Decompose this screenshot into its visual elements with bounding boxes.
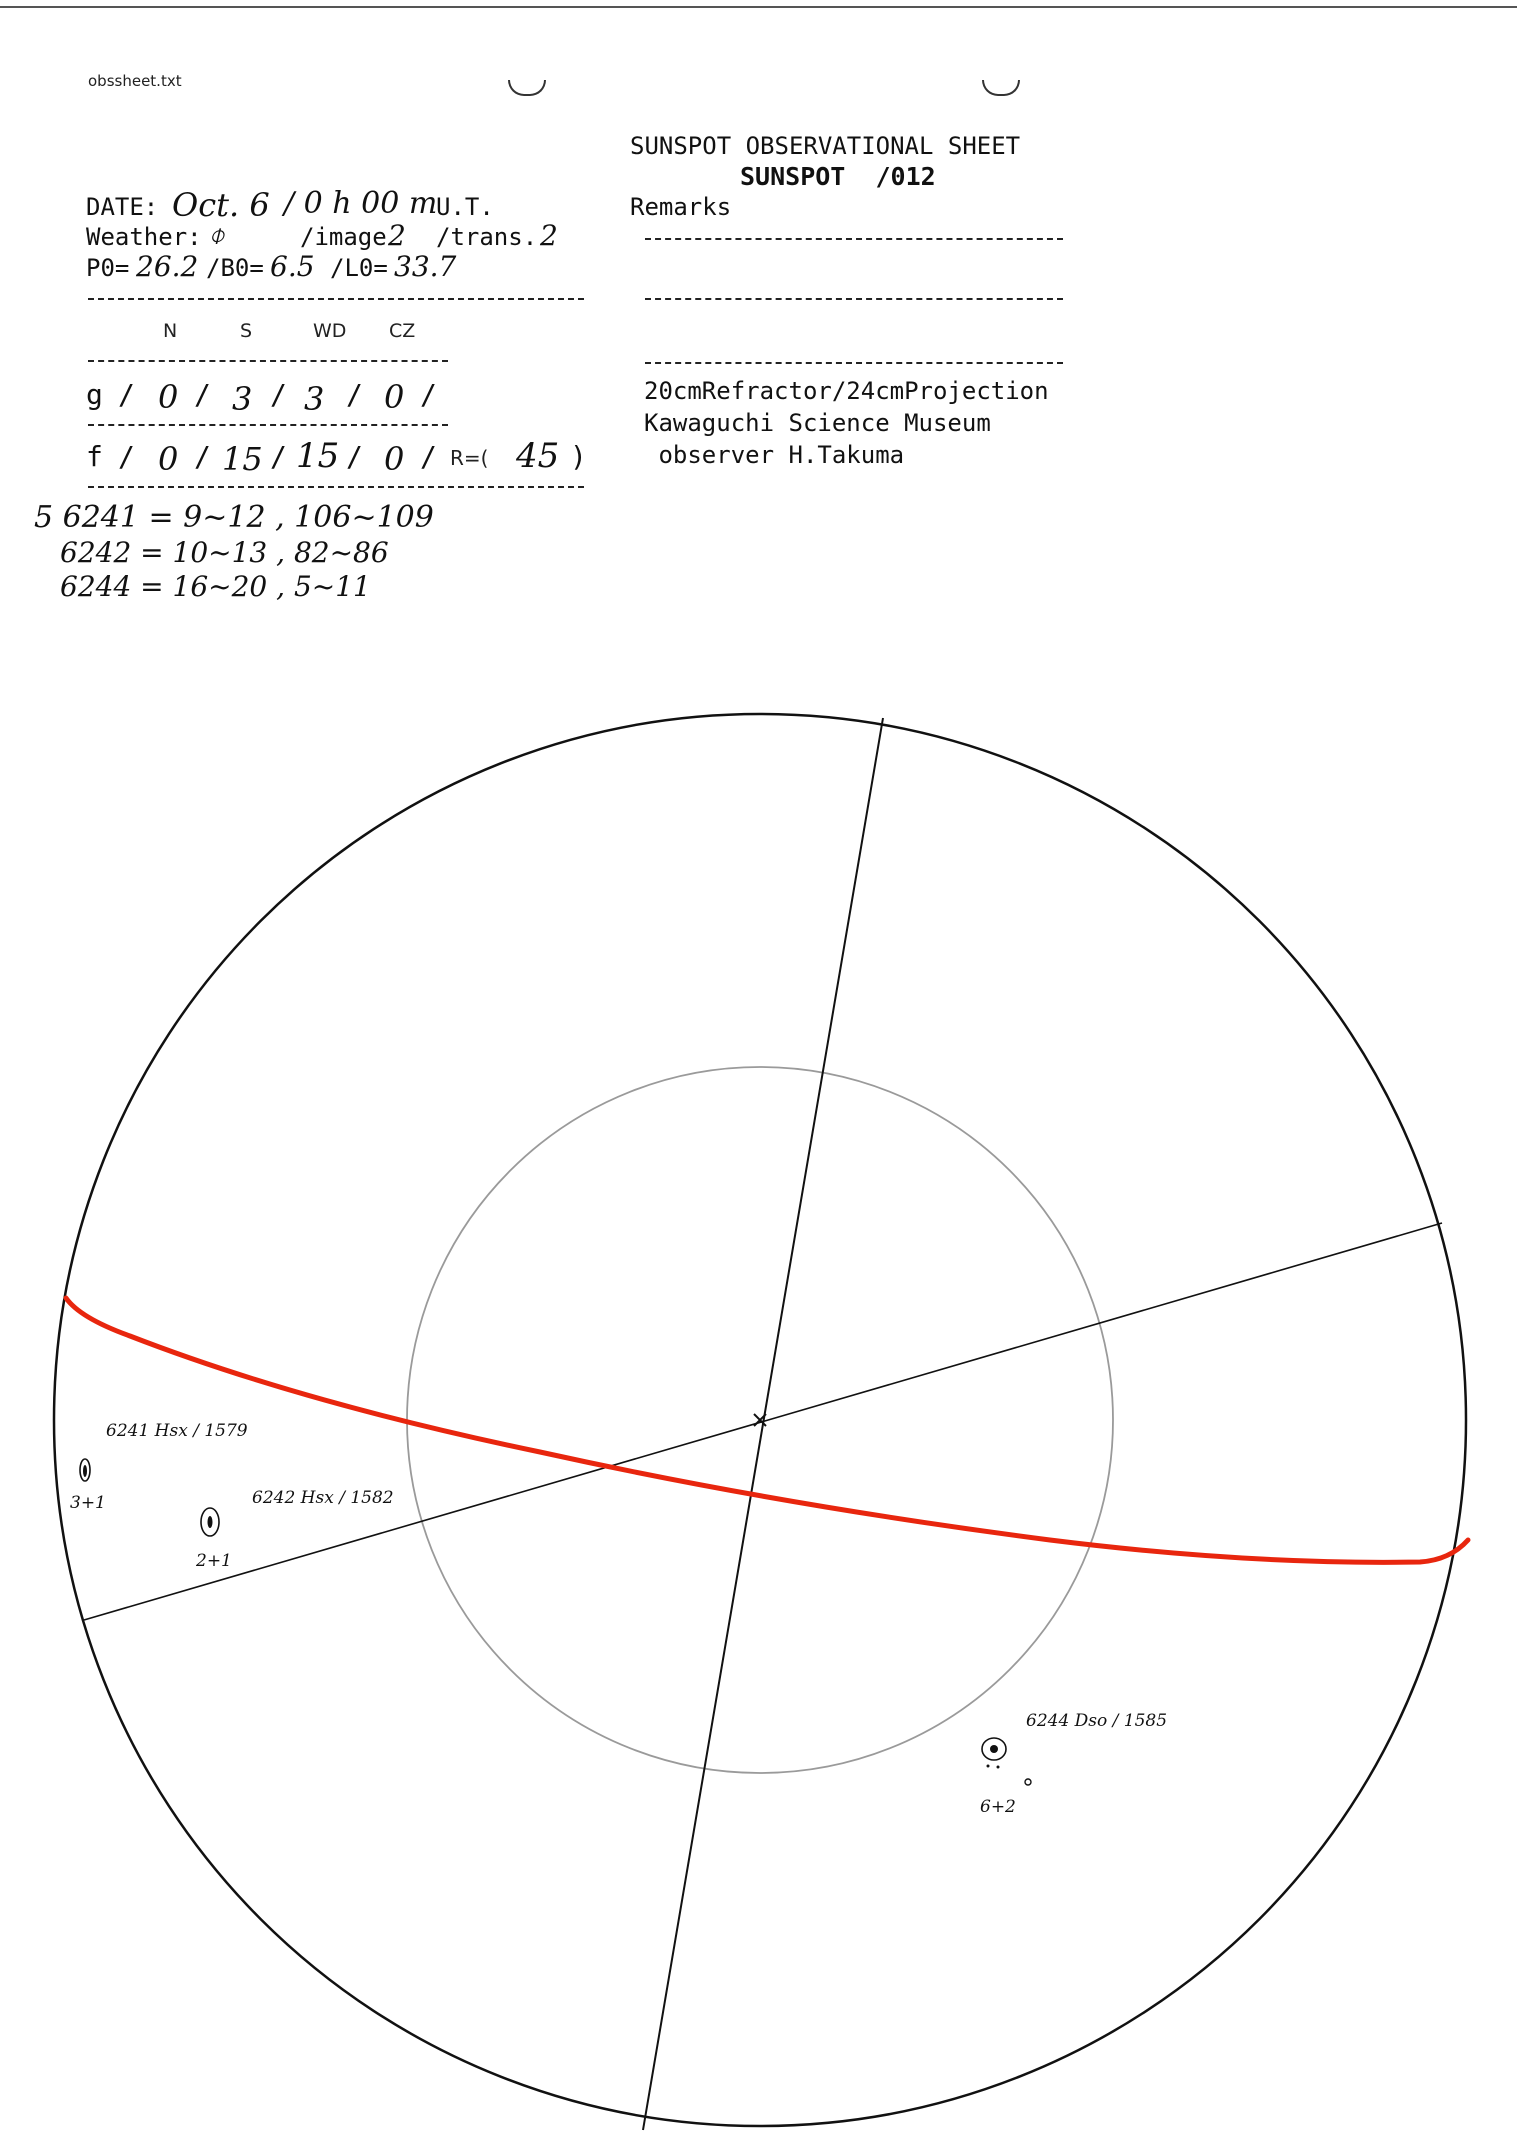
trans-label: /trans. xyxy=(436,223,538,251)
sunspot-label: 6244 Dso / 1585 xyxy=(1026,1711,1168,1731)
time-value: / 0 h 00 m xyxy=(284,186,438,221)
sunspot-umbra xyxy=(83,1465,87,1477)
sunspot-pore xyxy=(997,1766,1000,1769)
separator: / xyxy=(270,440,287,473)
g-row-label: g xyxy=(86,378,103,411)
sunspot-count: 2+1 xyxy=(196,1551,232,1571)
sunspot-label: 6241 Hsx / 1579 xyxy=(106,1421,248,1441)
sunspot-pore xyxy=(987,1765,990,1768)
l0-value: 33.7 xyxy=(394,250,457,283)
image-value: 2 xyxy=(388,219,406,252)
separator: / xyxy=(194,378,211,411)
r-value: 45 xyxy=(516,436,560,476)
sunspot-label: 6242 Hsx / 1582 xyxy=(252,1488,394,1508)
separator: / xyxy=(118,440,135,473)
separator: / xyxy=(270,378,287,411)
handwritten-note: 6244 = 16~20 , 5~11 xyxy=(60,570,371,603)
col-header-cz: CZ xyxy=(389,320,416,342)
f-wd-value: 15 xyxy=(296,436,340,476)
r-close: ) xyxy=(570,440,587,473)
east-west-line xyxy=(84,1223,1442,1620)
f-s-value: 15 xyxy=(222,440,263,478)
r-label: R=( xyxy=(450,446,489,470)
f-n-value: 0 xyxy=(158,440,179,478)
g-cz-value: 0 xyxy=(384,378,405,416)
sunspot-count: 3+1 xyxy=(70,1493,106,1513)
sunspot-pore xyxy=(1025,1779,1031,1785)
sunspot-umbra xyxy=(208,1516,213,1528)
separator: / xyxy=(194,440,211,473)
file-name: obssheet.txt xyxy=(88,72,182,90)
sunspot-count: 6+2 xyxy=(980,1797,1016,1817)
separator: / xyxy=(118,378,135,411)
sheet-subtitle: SUNSPOT /012 xyxy=(740,162,936,191)
f-cz-value: 0 xyxy=(384,440,405,478)
handwritten-note: 6242 = 10~13 , 82~86 xyxy=(60,536,389,569)
col-header-s: S xyxy=(240,320,253,342)
trans-value: 2 xyxy=(540,219,558,252)
observer-text: observer H.Takuma xyxy=(644,441,905,469)
sunspot-umbra xyxy=(990,1745,998,1753)
ut-label: U.T. xyxy=(436,193,494,221)
p0-value: 26.2 xyxy=(136,250,199,283)
place-text: Kawaguchi Science Museum xyxy=(644,409,991,437)
sunspot-group-6244 xyxy=(980,1711,1167,1817)
date-value: Oct. 6 xyxy=(172,186,270,224)
equipment-text: 20cmRefractor/24cmProjection xyxy=(644,377,1049,405)
g-s-value: 3 xyxy=(232,380,253,418)
separator: / xyxy=(420,378,437,411)
col-header-n: N xyxy=(163,320,178,342)
image-label: /image xyxy=(300,223,387,251)
g-wd-value: 3 xyxy=(304,380,325,418)
weather-label: Weather: xyxy=(86,223,202,251)
remarks-label: Remarks xyxy=(630,193,732,221)
l0-label: /L0= xyxy=(330,254,388,282)
p0-label: P0= xyxy=(86,254,130,282)
col-header-wd: WD xyxy=(313,320,347,342)
sunspot-group-6241 xyxy=(70,1421,248,1513)
b0-label: /B0= xyxy=(206,254,264,282)
separator: / xyxy=(346,378,363,411)
separator: / xyxy=(346,440,363,473)
b0-value: 6.5 xyxy=(270,250,315,283)
separator: / xyxy=(420,440,437,473)
g-n-value: 0 xyxy=(158,378,179,416)
f-row-label: f xyxy=(86,440,103,473)
solar-equator-line xyxy=(66,1298,1468,1562)
weather-symbol: ⌽ xyxy=(208,218,225,251)
sheet-title: SUNSPOT OBSERVATIONAL SHEET xyxy=(630,132,1021,160)
handwritten-note: 5 6241 = 9~12 , 106~109 xyxy=(34,500,434,535)
date-label: DATE: xyxy=(86,193,159,221)
